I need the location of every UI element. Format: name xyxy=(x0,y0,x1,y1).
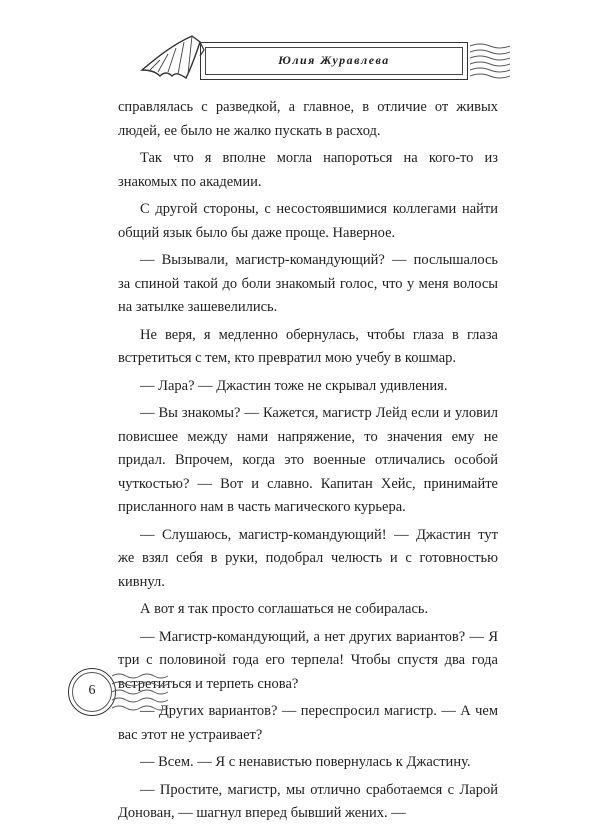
paragraph: — Слушаюсь, магистр-командующий! — Джастин тут же взял себя в руки, подобрал челюсть и с готовностью кивнул. xyxy=(118,526,498,590)
paragraph: — Вызывали, магистр-командующий? — послышалось за спиной такой до боли знакомый голос, что у меня волосы на затылке зашевелились. xyxy=(118,252,498,315)
page-number: 6 xyxy=(88,683,96,698)
wing-ornament-icon xyxy=(140,32,206,92)
paragraph: — Всем. — Я с ненавистью повернулась к Джастину. xyxy=(140,754,471,770)
page-body xyxy=(118,96,498,830)
paragraph: — Магистр-командующий, а нет других вариантов? — Я три с половиной года его терпела! Чтобы спустя два года встретиться и терпеть снова? xyxy=(118,628,498,692)
running-header xyxy=(140,32,470,92)
paragraph: — Простите, магистр, мы отлично сработаемся с Ларой Донован, — шагнул вперед бывший жених. — xyxy=(118,781,498,821)
paragraph: А вот я так просто соглашаться не собиралась. xyxy=(140,601,429,617)
paragraph: — Других вариантов? — переспросил магистр. — А чем вас этот не устраивает? xyxy=(118,703,498,743)
paragraph: С другой стороны, с несостоявшимися коллегами найти общий язык было бы даже проще. Наверное. xyxy=(118,201,498,241)
author-title-frame xyxy=(200,42,468,80)
paragraph: справлялась с разведкой, а главное, в отличие от живых людей, ее было не жалко пускать в расход. xyxy=(118,99,498,139)
author-name: Юлия Журавлева xyxy=(278,53,390,67)
paragraph: — Лара? — Джастин тоже не скрывал удивления. xyxy=(140,377,448,394)
postmark-wave-icon xyxy=(112,668,172,716)
postmark-lines-icon xyxy=(470,38,510,84)
page-number-badge xyxy=(68,668,116,716)
paragraph: — Вы знакомы? — Кажется, магистр Лейд если и уловил повисшее между нами напряжение, то значения ему не придал. Впрочем, когда это военные отличались особой чуткостью? — Вот и славно. Капитан Хейс, принимайте присланного нам в часть магического курьера. xyxy=(118,405,498,515)
paragraph: Так что я вполне могла напороться на кого-то из знакомых по академии. xyxy=(118,150,498,190)
paragraph: Не веря, я медленно обернулась, чтобы глаза в глаза встретиться с тем, кто превратил мою учебу в кошмар. xyxy=(118,326,498,366)
